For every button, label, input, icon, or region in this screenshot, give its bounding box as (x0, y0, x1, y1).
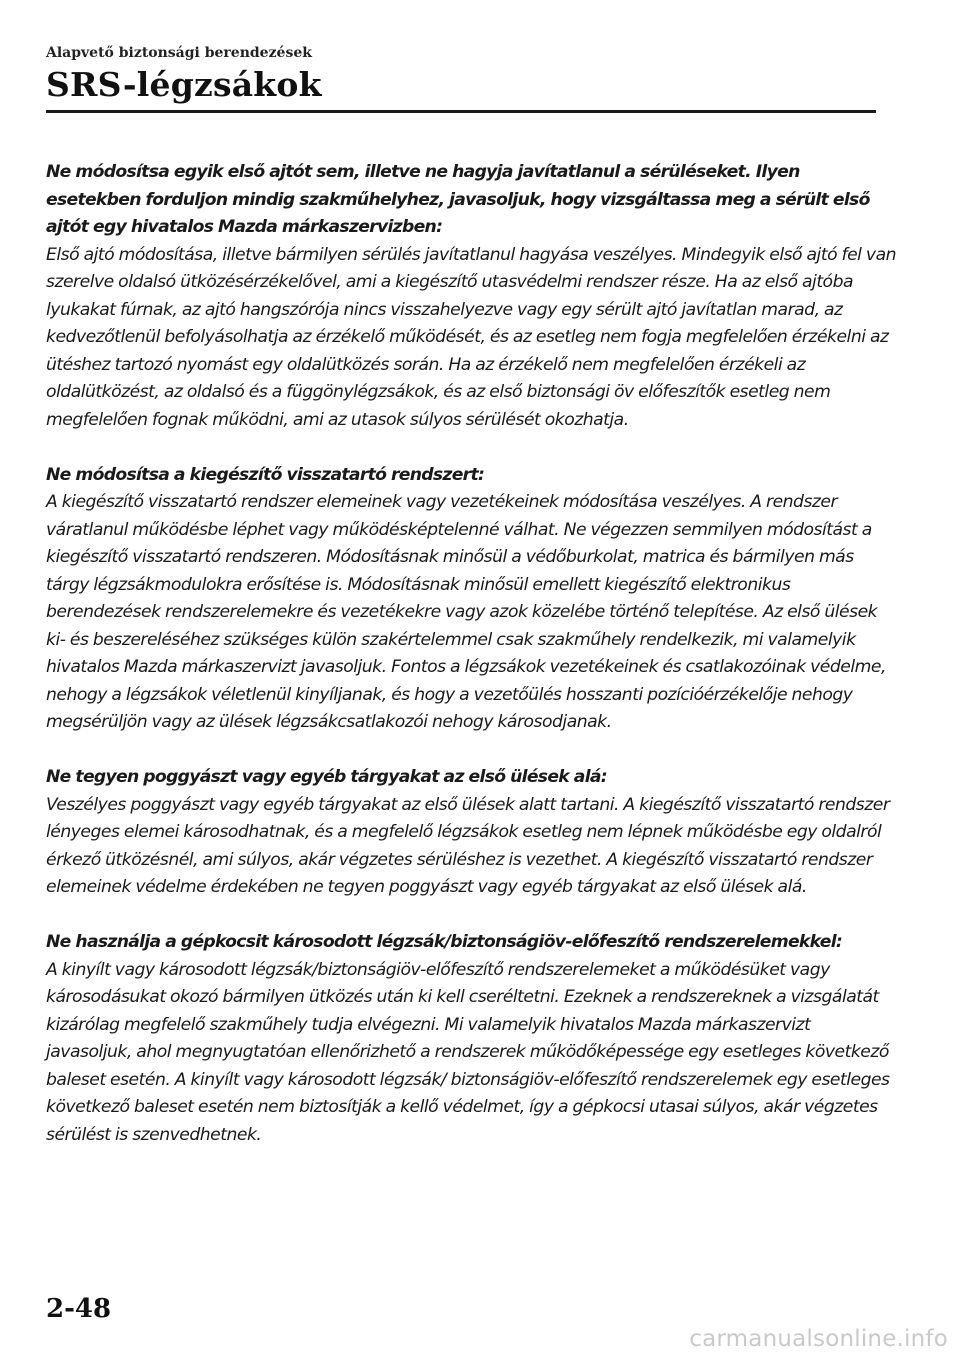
warning-block-under-seats (46, 764, 896, 902)
warning-heading: Ne módosítsa egyik első ajtót sem, illetve ne hagyja javítatlanul a sérüléseket. Ilyen esetekben forduljon mindig szakműhelyhez, javasoljuk, hogy vizsgáltassa meg a sérült első ajtót egy hivatalos Mazda márkaszervizben: (46, 162, 870, 237)
section-label: Alapvető biztonsági berendezések (46, 45, 312, 61)
warning-body: Első ajtó módosítása, illetve bármilyen sérülés javítatlanul hagyása veszélyes. Mindegyik első ajtó fel van szerelve oldalsó ütközésérzékelővel, ami a kiegészítő utasvédelmi rendszer része. Ha az első ajtóba lyukakat fúrnak, az ajtó hangszórója nincs visszahelyezve vagy egy sérült ajtó javítatlan marad, az kedvezőtlenül befolyásolhatja az érzékelő működését, és az esetleg nem fogja megfelelően érzékelni az ütéshez tartozó nyomást egy oldalütközés során. Ha az érzékelő nem megfelelően érzékeli az oldalütközést, az oldalsó és a függönylégzsákok, és az első biztonsági öv előfeszítők esetleg nem megfelelően fognak működni, ami az utasok súlyos sérülését okozhatja. (46, 244, 897, 430)
warning-content (46, 159, 896, 1177)
page-number: 2-48 (46, 1294, 112, 1324)
warning-heading: Ne tegyen poggyászt vagy egyéb tárgyakat az első ülések alá: (46, 767, 607, 787)
warning-block-restraint-system (46, 462, 896, 737)
warning-block-front-doors (46, 159, 896, 434)
warning-heading: Ne használja a gépkocsit károsodott légzsák/biztonságiöv-előfeszítő rendszerelemekkel: (46, 932, 843, 952)
title-divider (46, 110, 876, 113)
warning-block-damaged-components (46, 929, 896, 1149)
warning-body: A kinyílt vagy károsodott légzsák/biztonságiöv-előfeszítő rendszerelemeket a működésüket vagy károsodásukat okozó bármilyen ütközés után ki kell cseréltetni. Ezeknek a rendszereknek a vizsgálatát kizárólag megfelelő szakműhely tudja elvégezni. Mi valamelyik hivatalos Mazda márkaszervizt javasoljuk, ahol megnyugtatóan ellenőrizhető a rendszerek működőképessége egy esetleges következő baleset esetén. A kinyílt vagy károsodott légzsák/ biztonságiöv-előfeszítő rendszerelemek egy esetleges következő baleset esetén nem biztosítják a kellő védelmet, így a gépkocsi utasai súlyos, akár végzetes sérülést is szenvedhetnek. (46, 959, 890, 1145)
warning-body: A kiegészítő visszatartó rendszer elemeinek vagy vezetékeinek módosítása veszélyes. A rendszer váratlanul működésbe léphet vagy működésképtelenné válhat. Ne végezzen semmilyen módosítást a kiegészítő visszatartó rendszeren. Módosításnak minősül a védőburkolat, matrica és bármilyen más tárgy légzsákmodulokra erősítése is. Módosításnak minősül emellett kiegészítő elektronikus berendezések rendszerelemekre és vezetékekre vagy azok közelébe történő telepítése. Az első ülések ki- és beszereléséhez szükséges külön szakértelemmel csak szakműhely rendelkezik, mi valamelyik hivatalos Mazda márkaszervizt javasoljuk. Fontos a légzsákok vezetékeinek és csatlakozóinak védelme, nehogy a légzsákok véletlenül kinyíljanak, és hogy a vezetőülés hosszanti pozícióérzékelője nehogy megsérüljön vagy az ülések légzsákcsatlakozói nehogy károsodjanak. (46, 492, 886, 732)
page-title: SRS-légzsákok (46, 65, 322, 104)
warning-heading: Ne módosítsa a kiegészítő visszatartó rendszert: (46, 464, 485, 485)
warning-body: Veszélyes poggyászt vagy egyéb tárgyakat az első ülések alatt tartani. A kiegészítő visszatartó rendszer lényeges elemei károsodhatnak, és a megfelelő légzsákok esetleg nem lépnek működésbe egy oldalról érkező ütközésnél, ami súlyos, akár végzetes sérüléshez is vezethet. A kiegészítő visszatartó rendszer elemeinek védelme érdekében ne tegyen poggyászt vagy egyéb tárgyakat az első ülések alá. (46, 794, 890, 897)
watermark: carmanualsonline.info (689, 1326, 948, 1352)
page-header (46, 44, 876, 105)
